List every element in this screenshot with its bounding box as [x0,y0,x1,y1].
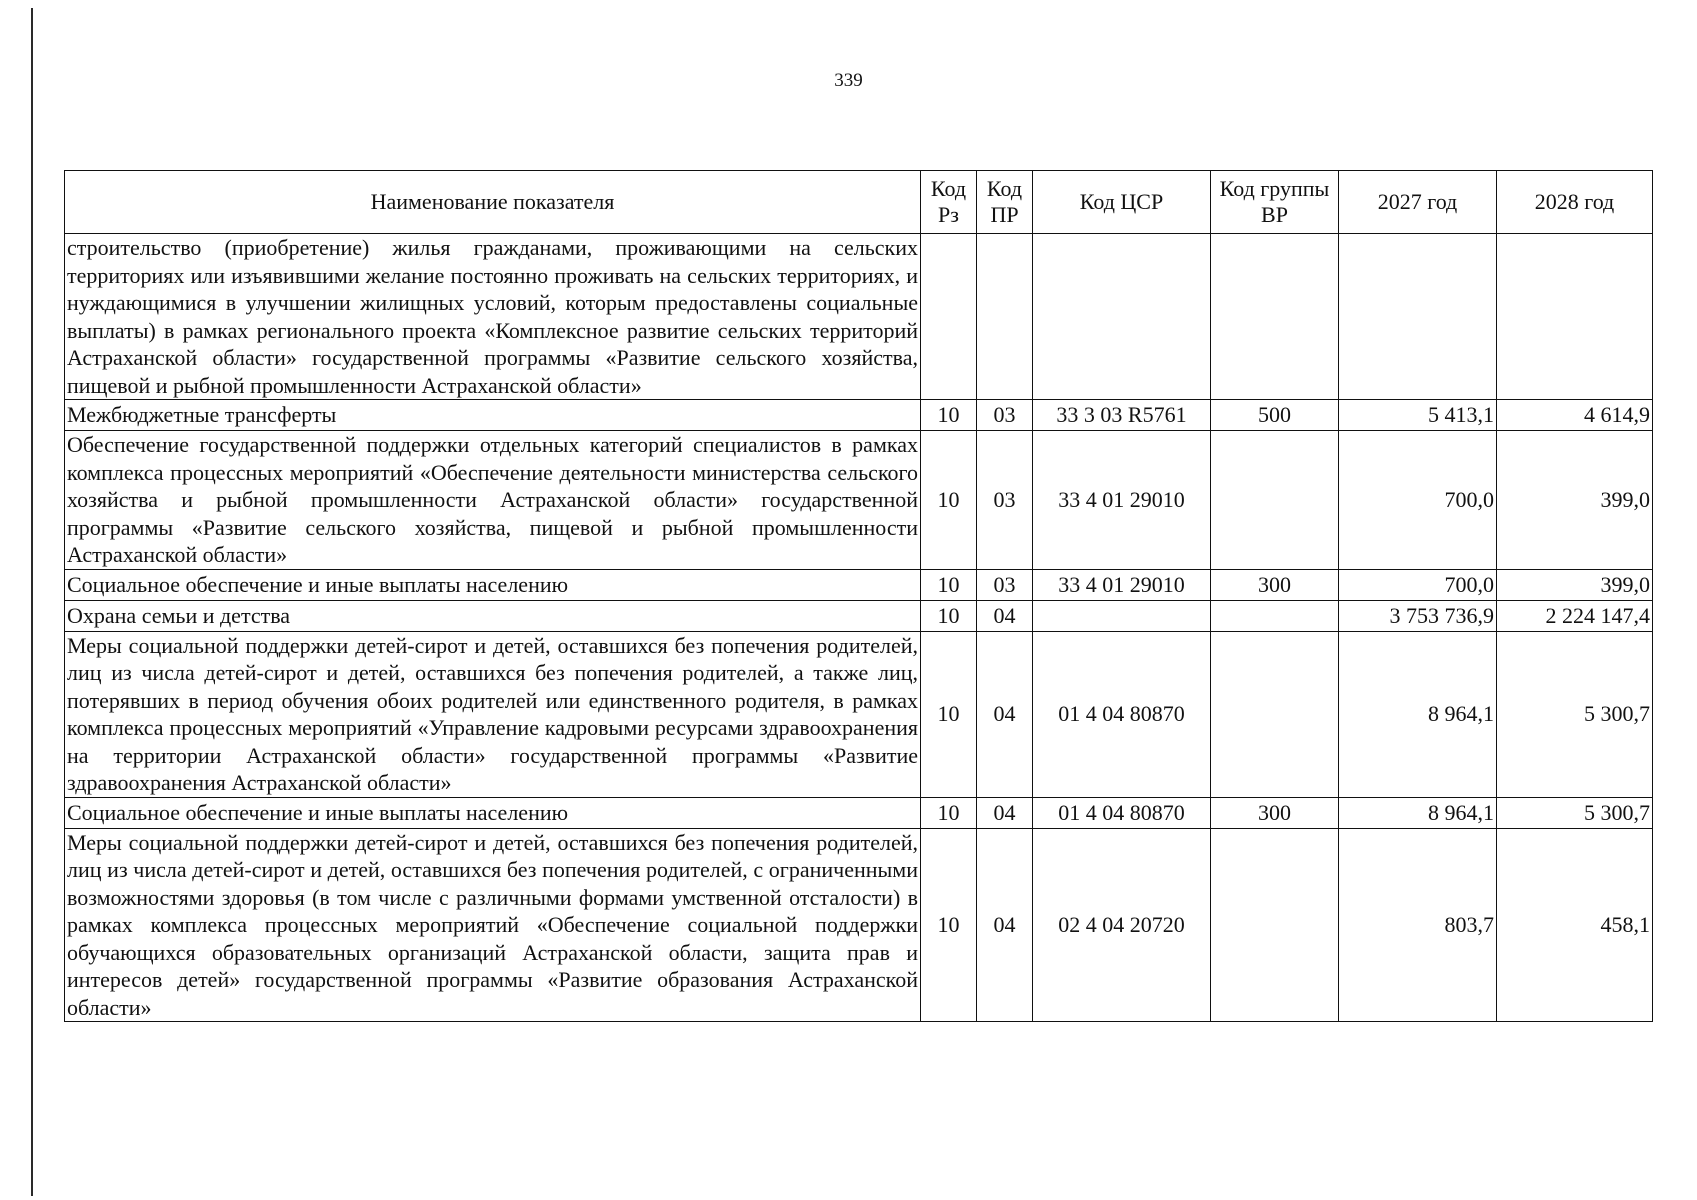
table-row [65,569,1653,600]
row-csr: 33 3 03 R5761 [1033,400,1211,431]
row-vr [1211,828,1339,1022]
row-name: Охрана семьи и детства [65,600,921,631]
row-name: Обеспечение государственной поддержки отдельных категорий специалистов в рамках комплекса процессных мероприятий «Обеспечение деятельности министерства сельского хозяйства и рыбной промышленности Астраханской области» государственной программы «Развитие сельского хозяйства, пищевой и рыбной промышленности Астраханской области» [65,431,921,570]
header-rz: Код Рз [921,171,977,234]
row-rz: 10 [921,631,977,797]
row-2028: 2 224 147,4 [1497,600,1653,631]
row-pr: 04 [977,631,1033,797]
row-rz: 10 [921,431,977,570]
row-2028: 399,0 [1497,569,1653,600]
row-pr: 03 [977,400,1033,431]
row-vr: 300 [1211,797,1339,828]
row-csr: 02 4 04 20720 [1033,828,1211,1022]
row-vr [1211,600,1339,631]
row-2028: 458,1 [1497,828,1653,1022]
row-vr: 500 [1211,400,1339,431]
row-2027: 803,7 [1339,828,1497,1022]
row-rz: 10 [921,600,977,631]
row-name: строительство (приобретение) жилья гражданами, проживающими на сельских территориях или изъявившими желание постоянно проживать на сельских территориях, и нуждающимися в улучшении жилищных условий, которым предоставлены социальные выплаты) в рамках регионального проекта «Комплексное развитие сельских территорий Астраханской области» государственной программы «Развитие сельского хозяйства, пищевой и рыбной промышленности Астраханской области» [65,234,921,400]
row-pr: 04 [977,600,1033,631]
row-2027 [1339,234,1497,400]
table-row [65,828,1653,1022]
row-name: Межбюджетные трансферты [65,400,921,431]
row-csr: 33 4 01 29010 [1033,569,1211,600]
row-2028 [1497,234,1653,400]
row-pr: 03 [977,569,1033,600]
row-2028: 399,0 [1497,431,1653,570]
table-row [65,234,1653,400]
row-pr: 04 [977,828,1033,1022]
table-row [65,400,1653,431]
row-csr: 33 4 01 29010 [1033,431,1211,570]
row-rz: 10 [921,400,977,431]
row-vr [1211,631,1339,797]
header-2028: 2028 год [1497,171,1653,234]
row-rz: 10 [921,569,977,600]
page-number: 339 [834,70,863,91]
row-vr: 300 [1211,569,1339,600]
row-2027: 8 964,1 [1339,631,1497,797]
row-name: Меры социальной поддержки детей-сирот и детей, оставшихся без попечения родителей, лиц из числа детей-сирот и детей, оставшихся без попечения родителей, с ограниченными возможностями здоровья (в том числе с различными формами умственной отсталости) в рамках комплекса процессных мероприятий «Обеспечение социальной поддержки обучающихся образовательных организаций Астраханской области, защита прав и интересов детей» государственной программы «Развитие образования Астраханской области» [65,828,921,1022]
header-csr: Код ЦСР [1033,171,1211,234]
row-csr: 01 4 04 80870 [1033,631,1211,797]
row-csr [1033,234,1211,400]
row-2028: 4 614,9 [1497,400,1653,431]
row-rz [921,234,977,400]
header-pr: Код ПР [977,171,1033,234]
row-rz: 10 [921,797,977,828]
table-row [65,600,1653,631]
row-pr: 03 [977,431,1033,570]
header-2027: 2027 год [1339,171,1497,234]
row-csr: 01 4 04 80870 [1033,797,1211,828]
row-name: Социальное обеспечение и иные выплаты населению [65,797,921,828]
row-2027: 700,0 [1339,569,1497,600]
row-2027: 700,0 [1339,431,1497,570]
table-header-row [65,171,1653,234]
row-vr [1211,431,1339,570]
row-vr [1211,234,1339,400]
header-vr: Код группы ВР [1211,171,1339,234]
row-2027: 8 964,1 [1339,797,1497,828]
row-name: Социальное обеспечение и иные выплаты населению [65,569,921,600]
table-row [65,431,1653,570]
row-name: Меры социальной поддержки детей-сирот и детей, оставшихся без попечения родителей, лиц из числа детей-сирот и детей, оставшихся без попечения родителей, а также лиц, потерявших в период обучения обоих родителей или единственного родителя, в рамках комплекса процессных мероприятий «Управление кадровыми ресурсами здравоохранения на территории Астраханской области» государственной программы «Развитие здравоохранения Астраханской области» [65,631,921,797]
row-2028: 5 300,7 [1497,797,1653,828]
row-2028: 5 300,7 [1497,631,1653,797]
budget-table [64,170,1653,1022]
row-2027: 3 753 736,9 [1339,600,1497,631]
table-row [65,797,1653,828]
row-csr [1033,600,1211,631]
table-row [65,631,1653,797]
row-rz: 10 [921,828,977,1022]
left-margin-line [31,8,33,1196]
row-pr: 04 [977,797,1033,828]
row-2027: 5 413,1 [1339,400,1497,431]
row-pr [977,234,1033,400]
header-name: Наименование показателя [65,171,921,234]
